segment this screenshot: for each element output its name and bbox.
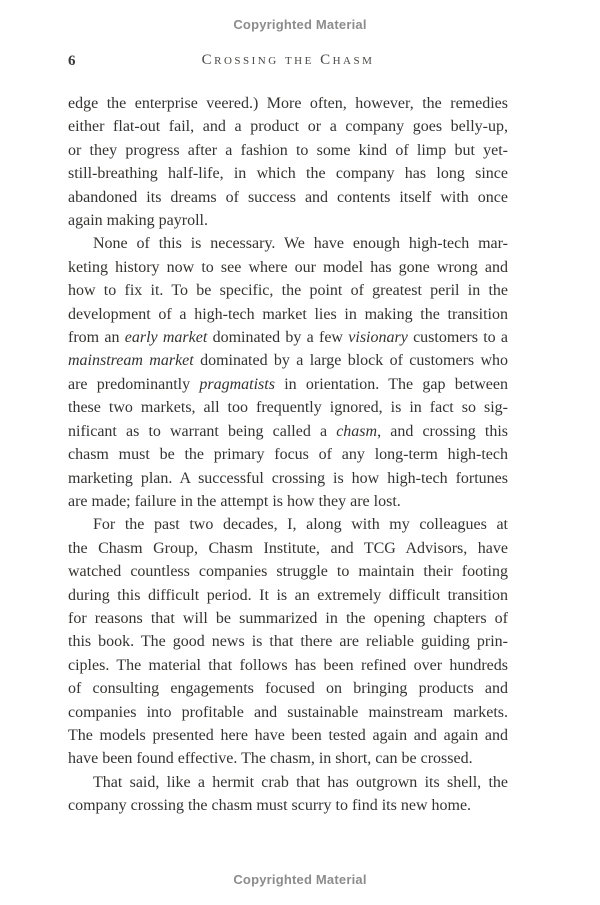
- italic-text: chasm: [336, 422, 378, 440]
- italic-text: visionary: [348, 329, 408, 347]
- text-segment: marketing plan. A successful crossing is how high-tech fortunes: [68, 469, 508, 487]
- running-head: Crossing the Chasm: [201, 52, 375, 68]
- page-number: 6: [68, 53, 76, 69]
- text-line: [68, 724, 508, 747]
- text-line: [68, 326, 508, 349]
- text-line: [68, 467, 508, 490]
- text-segment: or they progress after a fashion to some kind of limp but yet-: [68, 141, 508, 159]
- paragraph: [68, 771, 508, 818]
- text-line: [68, 747, 508, 770]
- text-segment: again making payroll.: [68, 212, 208, 230]
- text-line: [68, 92, 508, 115]
- text-line: [68, 349, 508, 372]
- paragraph: [68, 513, 508, 770]
- text-line: [68, 139, 508, 162]
- text-segment: are made; failure in the attempt is how they are lost.: [68, 492, 401, 510]
- text-line: [68, 420, 508, 443]
- text-line: [68, 115, 508, 138]
- text-line: [68, 186, 508, 209]
- text-line: [68, 162, 508, 185]
- text-line: [68, 771, 508, 794]
- text-line: [68, 303, 508, 326]
- text-segment: dominated by a few: [207, 329, 349, 347]
- text-segment: either flat-out fail, and a product or a company goes belly-up,: [68, 118, 508, 136]
- text-line: [68, 701, 508, 724]
- text-segment: development of a high-tech market lies in making the transition: [68, 305, 508, 323]
- text-segment: this book. The good news is that there are reliable guiding prin-: [68, 633, 508, 651]
- text-segment: these two markets, all too frequently ignored, is in fact so sig-: [68, 399, 508, 417]
- text-segment: For the past two decades, I, along with my colleagues at: [93, 516, 508, 534]
- text-segment: abandoned its dreams of success and contents itself with once: [68, 188, 508, 206]
- italic-text: pragmatists: [199, 375, 275, 393]
- text-segment: keting history now to see where our model has gone wrong and: [68, 258, 508, 276]
- text-segment: nificant as to warrant being called a: [68, 422, 337, 440]
- watermark-top: Copyrighted Material: [233, 17, 367, 32]
- text-segment: for reasons that will be summarized in the opening chapters of: [68, 609, 508, 627]
- text-line: [68, 537, 508, 560]
- text-line: [68, 630, 508, 653]
- page-header: [68, 52, 508, 72]
- text-segment: are predominantly: [68, 375, 200, 393]
- text-segment: dominated by a large block of customers who: [193, 352, 509, 370]
- text-line: [68, 677, 508, 700]
- text-segment: companies into profitable and sustainable mainstream markets.: [68, 703, 508, 721]
- text-line: [68, 373, 508, 396]
- text-segment: in orientation. The gap between: [274, 375, 509, 393]
- text-segment: have been found effective. The chasm, in short, can be crossed.: [68, 750, 473, 768]
- text-segment: how to fix it. To be specific, the point of greatest peril in the: [68, 282, 508, 300]
- text-segment: watched countless companies struggle to maintain their footing: [68, 563, 508, 581]
- text-segment: None of this is necessary. We have enough high-tech mar-: [93, 235, 508, 253]
- text-line: [68, 513, 508, 536]
- text-segment: edge the enterprise veered.) More often, however, the remedies: [68, 95, 508, 112]
- text-segment: customers to a: [407, 329, 509, 347]
- body-text: [68, 92, 508, 818]
- paragraph: [68, 92, 508, 232]
- italic-text: early market: [124, 329, 208, 347]
- text-line: [68, 396, 508, 419]
- text-segment: , and crossing this: [377, 422, 509, 440]
- text-segment: chasm must be the primary focus of any long-term high-tech: [68, 446, 508, 464]
- text-segment: still-breathing half-life, in which the company has long since: [68, 165, 508, 183]
- text-line: [68, 232, 508, 255]
- text-segment: ciples. The material that follows has been refined over hundreds: [68, 656, 508, 674]
- text-line: [68, 443, 508, 466]
- text-line: [68, 490, 508, 513]
- text-segment: That said, like a hermit crab that has outgrown its shell, the: [93, 773, 508, 791]
- text-line: [68, 560, 508, 583]
- text-line: [68, 794, 508, 817]
- text-segment: from an: [68, 329, 125, 347]
- text-segment: of consulting engagements focused on bringing products and: [68, 680, 508, 698]
- text-line: [68, 654, 508, 677]
- text-line: [68, 607, 508, 630]
- text-segment: company crossing the chasm must scurry to find its new home.: [68, 797, 472, 815]
- text-line: [68, 279, 508, 302]
- watermark-bottom: Copyrighted Material: [233, 872, 367, 887]
- text-line: [68, 209, 508, 232]
- text-line: [68, 256, 508, 279]
- text-segment: the Chasm Group, Chasm Institute, and TCG Advisors, have: [68, 539, 508, 557]
- text-segment: The models presented here have been tested again and again and: [68, 726, 508, 744]
- paragraph: [68, 232, 508, 513]
- text-segment: during this difficult period. It is an extremely difficult transition: [68, 586, 508, 604]
- italic-text: mainstream market: [68, 352, 194, 370]
- text-line: [68, 584, 508, 607]
